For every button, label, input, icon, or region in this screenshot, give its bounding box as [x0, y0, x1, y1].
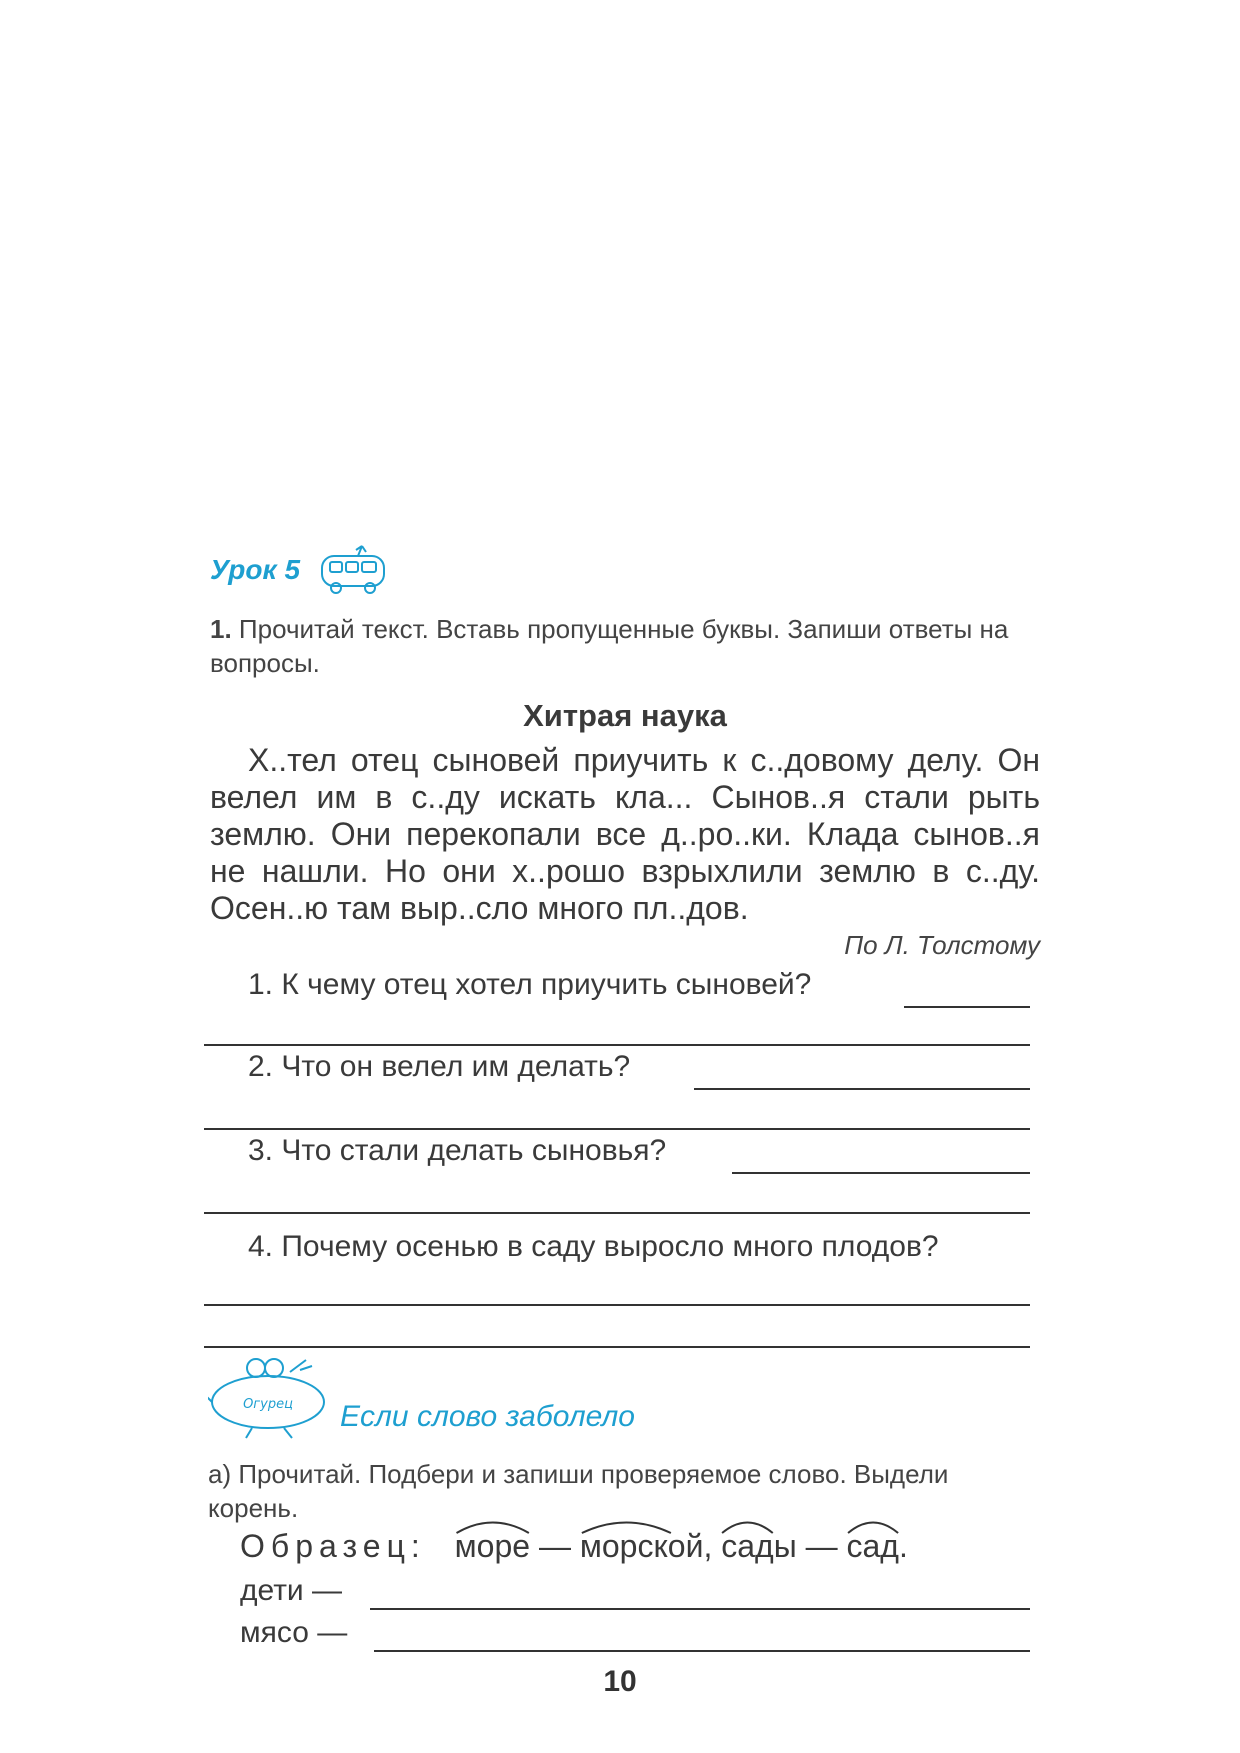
section-title: Если слово заболело [340, 1400, 635, 1433]
story-title: Хитрая наука [523, 698, 727, 733]
mascot-label: Огурец [243, 1397, 293, 1412]
sample-word: морской, [580, 1528, 713, 1565]
cucumber-mascot-icon [208, 1350, 336, 1440]
question-4: 4. Почему осенью в саду выросло много плодов? [248, 1230, 939, 1263]
root-arc-icon [455, 1518, 530, 1534]
sample-word: море [455, 1528, 530, 1565]
task-number: 1. [210, 614, 232, 644]
question-2: 2. Что он велел им делать? [248, 1050, 631, 1083]
story-author: По Л. Толстому [844, 930, 1040, 960]
task-instruction-text: Прочитай текст. Вставь пропущенные буквы. Запиши ответы на вопросы. [210, 614, 1009, 678]
page-number: 10 [603, 1665, 637, 1698]
sample-label: Образец: [240, 1528, 426, 1564]
answer-line[interactable] [204, 1212, 1030, 1214]
answer-line[interactable] [904, 1006, 1030, 1008]
answer-line[interactable] [204, 1304, 1030, 1306]
root-arc-icon [847, 1518, 899, 1534]
question-1: 1. К чему отец хотел приучить сыновей? [248, 968, 812, 1001]
lesson-title: Урок 5 [210, 554, 301, 585]
answer-line[interactable] [374, 1650, 1030, 1652]
sample-word: сад. [847, 1528, 908, 1565]
sample-dash: — [538, 1528, 571, 1564]
root-arc-icon [721, 1518, 774, 1534]
sample-row [240, 1528, 908, 1565]
word-row-2: мясо — [240, 1616, 348, 1649]
answer-line[interactable] [204, 1128, 1030, 1130]
task-instruction [210, 612, 1040, 680]
story-paragraph: Х..тел отец сыновей приучить к с..довому делу. Он велел им в с..ду искать кла... Сынов..я стали рыть землю. Они перекопали все д..ро..ки. Клада сынов..я не нашли. Но они х..рошо взрыхлили землю в с..ду. Осен..ю там выр..сло много пл..дов. [210, 742, 1040, 926]
answer-line[interactable] [732, 1172, 1030, 1174]
story-text [210, 742, 1040, 927]
exercise-a-instruction: а) Прочитай. Подбери и запиши проверяемое слово. Выдели корень. [208, 1459, 949, 1523]
answer-line[interactable] [204, 1346, 1030, 1348]
answer-line[interactable] [204, 1044, 1030, 1046]
question-3: 3. Что стали делать сыновья? [248, 1134, 667, 1167]
sample-dash: — [805, 1528, 838, 1564]
answer-line[interactable] [694, 1088, 1030, 1090]
root-arc-icon [580, 1518, 673, 1534]
answer-line[interactable] [370, 1608, 1030, 1610]
bus-icon [318, 542, 390, 598]
word-row-1: дети — [240, 1574, 343, 1607]
sample-word: сады [721, 1528, 796, 1565]
